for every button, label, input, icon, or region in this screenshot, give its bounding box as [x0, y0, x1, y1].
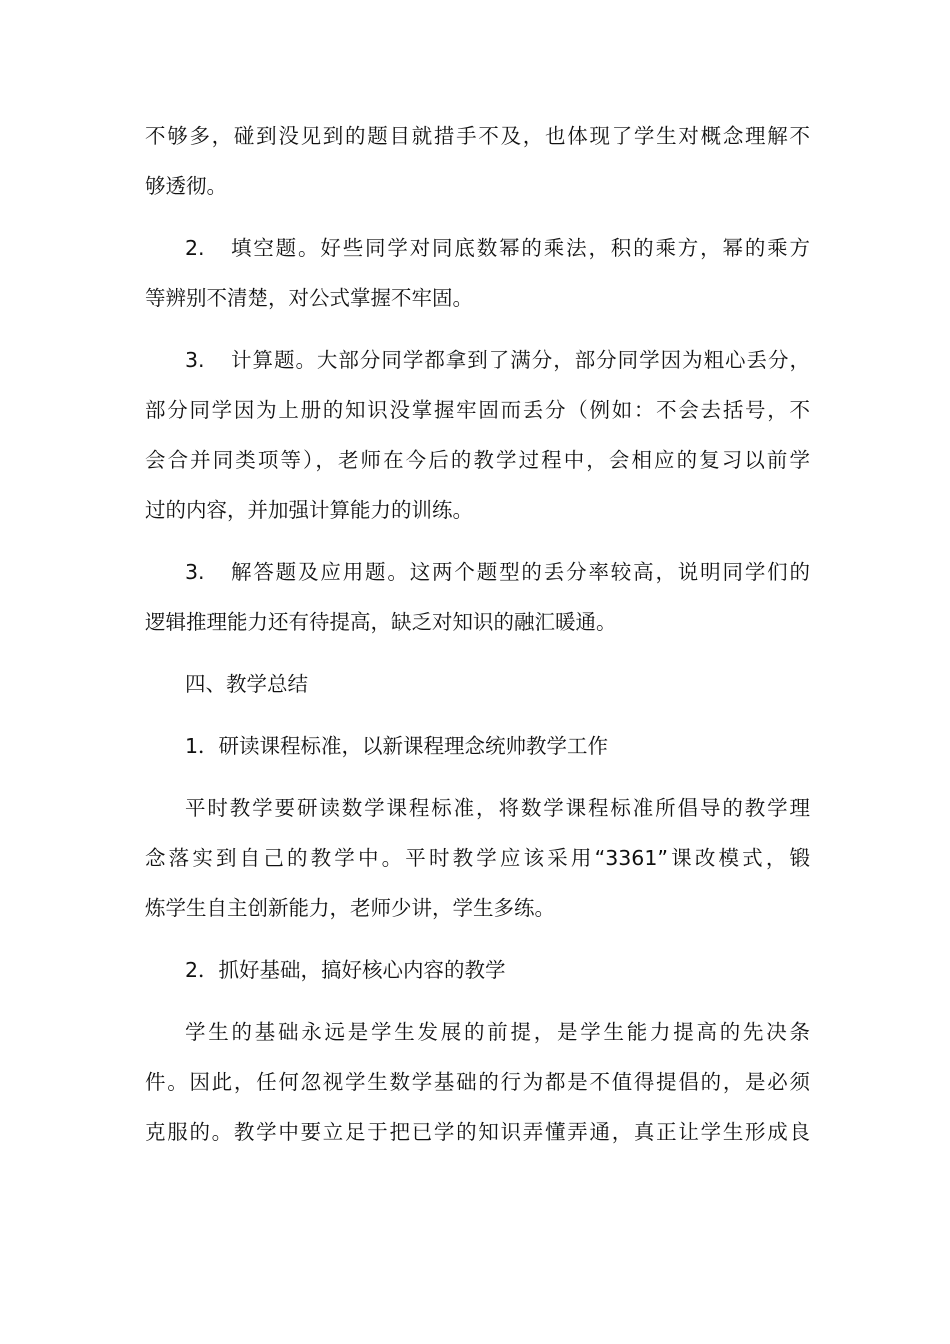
section-heading: 四、教学总结: [185, 672, 308, 696]
paragraph-line: 会合并同类项等），老师在今后的教学过程中，会相应的复习以前学: [145, 448, 810, 472]
paragraph-line: 不够多，碰到没见到的题目就措手不及，也体现了学生对概念理解不: [145, 124, 810, 148]
paragraph-line: 够透彻。: [145, 174, 227, 198]
list-number: 3.: [185, 560, 205, 584]
subsection-heading: 1．研读课程标准，以新课程理念统帅教学工作: [185, 734, 609, 758]
paragraph-line: 平时教学要研读数学课程标准，将数学课程标准所倡导的教学理: [185, 796, 810, 820]
paragraph-line: 填空题。好些同学对同底数幂的乘法，积的乘方，幂的乘方: [231, 236, 810, 260]
list-number: 3.: [185, 348, 205, 372]
paragraph-line: 过的内容，并加强计算能力的训练。: [145, 498, 473, 522]
paragraph-line: 计算题。大部分同学都拿到了满分，部分同学因为粗心丢分，: [231, 348, 810, 372]
paragraph-line: 学生的基础永远是学生发展的前提，是学生能力提高的先决条: [185, 1020, 810, 1044]
paragraph-line: 部分同学因为上册的知识没掌握牢固而丢分（例如：不会去括号，不: [145, 398, 810, 422]
subsection-heading: 2．抓好基础，搞好核心内容的教学: [185, 958, 506, 982]
paragraph-line: 等辨别不清楚，对公式掌握不牢固。: [145, 286, 473, 310]
paragraph-line: 念落实到自己的教学中。平时教学应该采用“3361”课改模式，锻: [145, 846, 810, 870]
paragraph-line: 炼学生自主创新能力，老师少讲，学生多练。: [145, 896, 555, 920]
paragraph-line: 解答题及应用题。这两个题型的丢分率较高，说明同学们的: [231, 560, 810, 584]
list-number: 2.: [185, 236, 205, 260]
paragraph-line: 件。因此，任何忽视学生数学基础的行为都是不值得提倡的，是必须: [145, 1070, 810, 1094]
paragraph-line: 克服的。教学中要立足于把已学的知识弄懂弄通，真正让学生形成良: [145, 1120, 810, 1144]
paragraph-line: 逻辑推理能力还有待提高，缺乏对知识的融汇暖通。: [145, 610, 617, 634]
